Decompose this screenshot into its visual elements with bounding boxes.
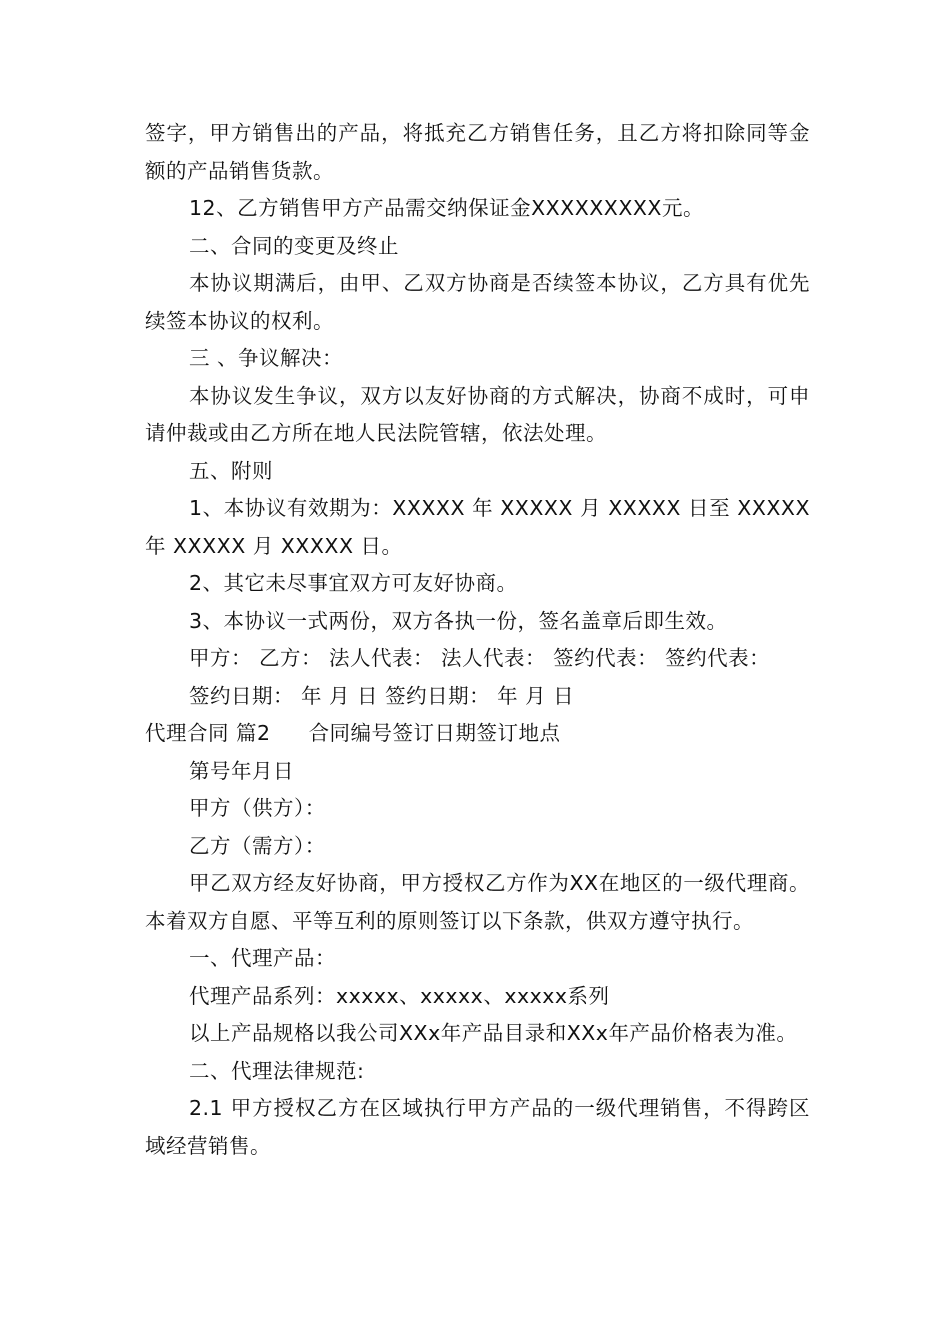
paragraph: 第号年月日 [189,758,294,783]
paragraph: 1、本协议有效期为：XXXXX 年 XXXXX 月 XXXXX 日至 XXXXX 年 XXXXX 月 XXXXX 日。 [145,496,810,558]
paragraph: 本协议发生争议，双方以友好协商的方式解决，协商不成时，可申请仲裁或由乙方所在地人民法院管辖，依法处理。 [145,383,810,445]
paragraph: 2、其它未尽事宜双方可友好协商。 [189,571,518,595]
paragraph: 3、本协议一式两份，双方各执一份，签名盖章后即生效。 [189,608,728,633]
section-heading: 二、代理法律规范: [189,1058,365,1083]
paragraph: 甲方（供方）： [189,796,326,820]
paragraph: 乙方（需方）： [189,833,326,858]
signature-date-line: 签约日期： 年 月 日 签约日期： 年 月 日 [189,683,575,708]
signature-line: 甲方： 乙方： 法人代表： 法人代表： 签约代表： 签约代表： [189,646,771,670]
paragraph: 2.1 甲方授权乙方在区域执行甲方产品的一级代理销售，不得跨区域经营销售。 [145,1096,810,1158]
paragraph: 以上产品规格以我公司XXx年产品目录和XXx年产品价格表为准。 [189,1021,798,1045]
paragraph: 签字，甲方销售出的产品，将抵充乙方销售任务，且乙方将扣除同等金额的产品销售货款。 [145,121,810,183]
section-title: 代理合同 篇2 [145,721,271,745]
section-heading: 五、附则 [189,458,273,483]
section-title-line [145,715,810,753]
paragraph: 甲乙双方经友好协商，甲方授权乙方作为XX在地区的一级代理商。本着双方自愿、平等互利的原则签订以下条款，供双方遵守执行。 [145,871,810,933]
paragraph: 本协议期满后，由甲、乙双方协商是否续签本协议，乙方具有优先续签本协议的权利。 [145,271,810,333]
section-subtitle: 合同编号签订日期签订地点 [308,721,561,745]
paragraph: 12、乙方销售甲方产品需交纳保证金XXXXXXXXX元。 [189,196,704,220]
section-heading: 二、合同的变更及终止 [189,233,399,258]
section-heading: 三 、争议解决： [189,346,344,370]
paragraph: 代理产品系列：xxxxx、xxxxx、xxxxx系列 [189,983,610,1008]
document-body [145,115,810,1165]
section-heading: 一、代理产品： [189,946,336,970]
